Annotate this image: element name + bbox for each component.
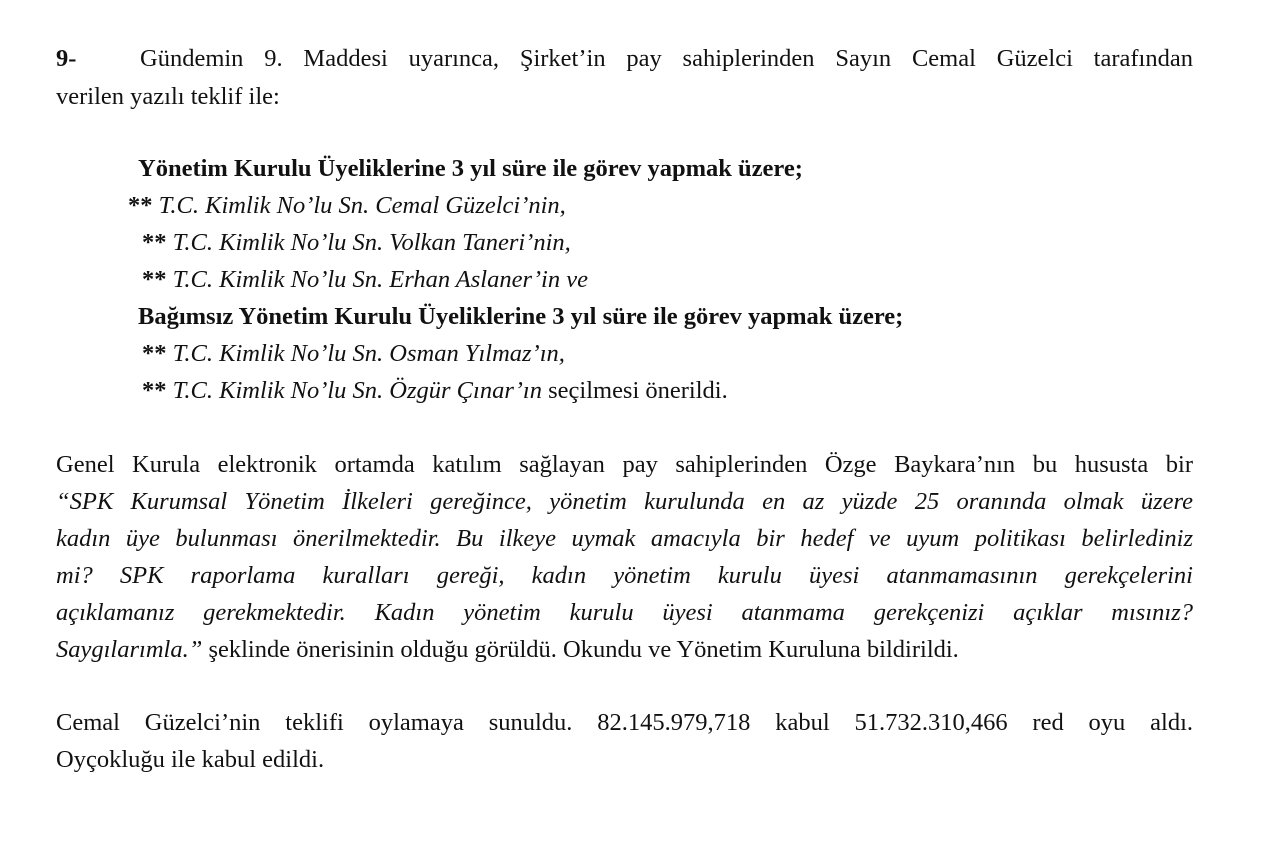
vote-line-2: Oyçokluğu ile kabul edildi. — [56, 746, 325, 773]
board-member: ** T.C. Kimlik No’lu Sn. Cemal Güzelci’nin, — [128, 192, 566, 219]
proposal-line-6: Saygılarımla.” şeklinde önerisinin olduğu görüldü. Okundu ve Yönetim Kuruluna bildirildi. — [56, 636, 959, 663]
board-member: ** T.C. Kimlik No’lu Sn. Volkan Taneri’nin, — [142, 229, 571, 256]
item-number: 9- — [56, 45, 77, 72]
board-member: ** T.C. Kimlik No’lu Sn. Erhan Aslaner’in ve — [142, 266, 588, 293]
proposal-line-3: kadın üye bulunması önerilmektedir. Bu ilkeye uymak amacıyla bir hedef ve uyum politikası belirlediniz — [56, 525, 1193, 552]
item-9-text-1: Gündemin 9. Maddesi uyarınca, Şirket’in pay sahiplerinden Sayın Cemal Güzelci tarafından — [140, 45, 1193, 72]
proposal-line-5: açıklamanız gerekmektedir. Kadın yönetim kurulu üyesi atanmama gerekçenizi açıklar mısınız? — [56, 599, 1193, 626]
independent-member: ** T.C. Kimlik No’lu Sn. Osman Yılmaz’ın, — [142, 340, 565, 367]
board-heading: Yönetim Kurulu Üyeliklerine 3 yıl süre ile görev yapmak üzere; — [138, 155, 803, 182]
proposal-line-2: “SPK Kurumsal Yönetim İlkeleri gereğince, yönetim kurulunda en az yüzde 25 oranında olmak üzere — [56, 488, 1193, 515]
item-9-line-2: verilen yazılı teklif ile: — [56, 83, 280, 110]
vote-line-1: Cemal Güzelci’nin teklifi oylamaya sunuldu. 82.145.979,718 kabul 51.732.310,466 red oyu aldı. — [56, 709, 1193, 736]
proposal-line-1: Genel Kurula elektronik ortamda katılım sağlayan pay sahiplerinden Özge Baykara’nın bu hususta bir — [56, 451, 1193, 478]
proposal-line-4: mi? SPK raporlama kuralları gereği, kadın yönetim kurulu üyesi atanmamasının gerekçelerini — [56, 562, 1193, 589]
independent-heading: Bağımsız Yönetim Kurulu Üyeliklerine 3 yıl süre ile görev yapmak üzere; — [138, 303, 904, 330]
independent-member: ** T.C. Kimlik No’lu Sn. Özgür Çınar’ın seçilmesi önerildi. — [142, 377, 728, 404]
item-9-line-1 — [56, 44, 1193, 74]
